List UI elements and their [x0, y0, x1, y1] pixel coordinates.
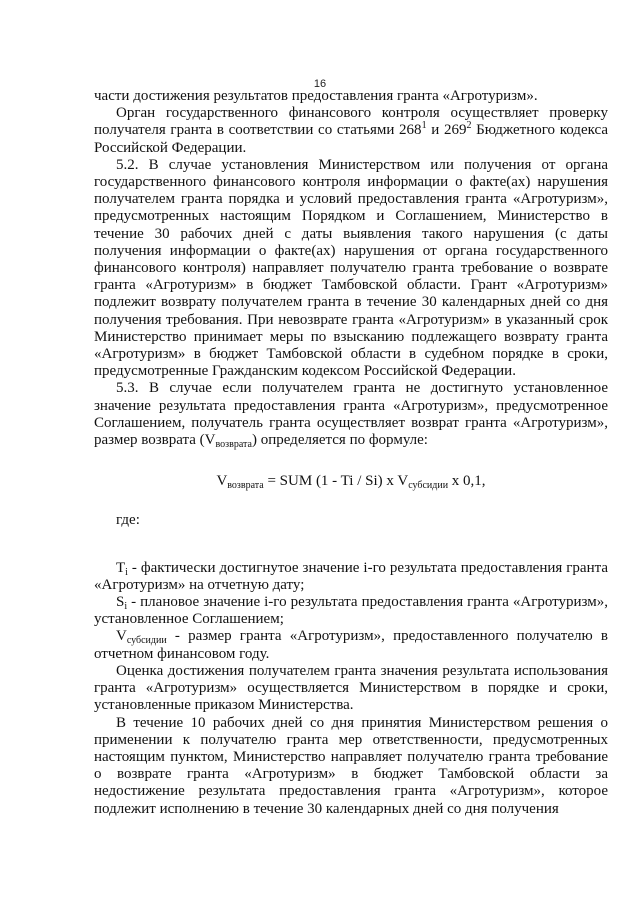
paragraph-5-2: 5.2. В случае установления Министерством или получения от органа государственного финансового контроля информации о факте(ах) нарушения получателем гранта порядка и условий предоставления гранта «Агротуризм», предусмотренных настоящим Порядком и Соглашением, Министерство в течение 30 рабочих дней с даты выявления такого нарушения (с даты получения информации о факте(ах) нарушения от органа государственного финансового контроля) направляет получателю гранта требование о возврате гранта «Агротуризм» в бюджет Тамбовской области. Грант «Агротуризм» подлежит возврату получателем гранта в течение 30 календарных дней со дня получения требования. При невозврате гранта «Агротуризм» в указанный срок Министерство принимает меры по взысканию подлежащего возврату гранта «Агротуризм» в бюджет Тамбовской области в судебном порядке в сроки, предусмотренные Гражданским кодексом Российской Федерации. — [94, 156, 608, 380]
paragraph-assessment: Оценка достижения получателем гранта значения результата использования гранта «Агротуризм» осуществляется Министерством в порядке и сроки, установленные приказом Министерства. — [94, 662, 608, 714]
paragraph-return-demand: В течение 10 рабочих дней со дня принятия Министерством решения о применении к получателю гранта мер ответственности, предусмотренных настоящим пунктом, Министерство направляет получателю гранта требование о возврате гранта «Агротуризм» в бюджет Тамбовской области за недостижение результата предоставления гранта «Агротуризм», которое подлежит исполнению в течение 30 календарных дней со дня получения — [94, 714, 608, 817]
document-body — [94, 88, 608, 818]
where-label: где: — [116, 512, 140, 529]
paragraph-continuation: части достижения результатов предоставления гранта «Агротуризм». — [94, 88, 538, 104]
paragraph-5-3: 5.3. В случае если получателем гранта не достигнуто установленное значение результата предоставления гранта «Агротуризм», предусмотренное Соглашением, получатель гранта осуществляет возврат гранта «Агротуризм», размер возврата $(V_{возврата})$ определяется по формуле: — [94, 380, 608, 451]
page-number: 16 — [313, 78, 327, 90]
superscript-1: 1 — [421, 120, 427, 132]
definition-ti: $T_i$ - фактически достигнутое значение i-го результата предоставления гранта «Агротуризм» на отчетную дату; — [94, 559, 608, 593]
formula: $V_{возврата}$ = SUM (1 - Ti / Si) x $V_{субсидии}$ x 0,1, — [216, 473, 486, 492]
definition-si: $S_i$ - плановое значение i-го результата предоставления гранта «Агротуризм», установленное Соглашением; — [94, 594, 608, 628]
superscript-2: 2 — [466, 120, 472, 132]
definition-vsubsidii: $V_{субсидии}$ - размер гранта «Агротуризм», предоставленного получателю в отчетном финансовом году. — [94, 628, 608, 662]
paragraph-control-body: Орган государственного финансового контроля осуществляет проверку получателя гранта в соответствии со статьями $268^1$ и $269^2$ Бюджетного кодекса Российской Федерации. — [94, 105, 609, 156]
